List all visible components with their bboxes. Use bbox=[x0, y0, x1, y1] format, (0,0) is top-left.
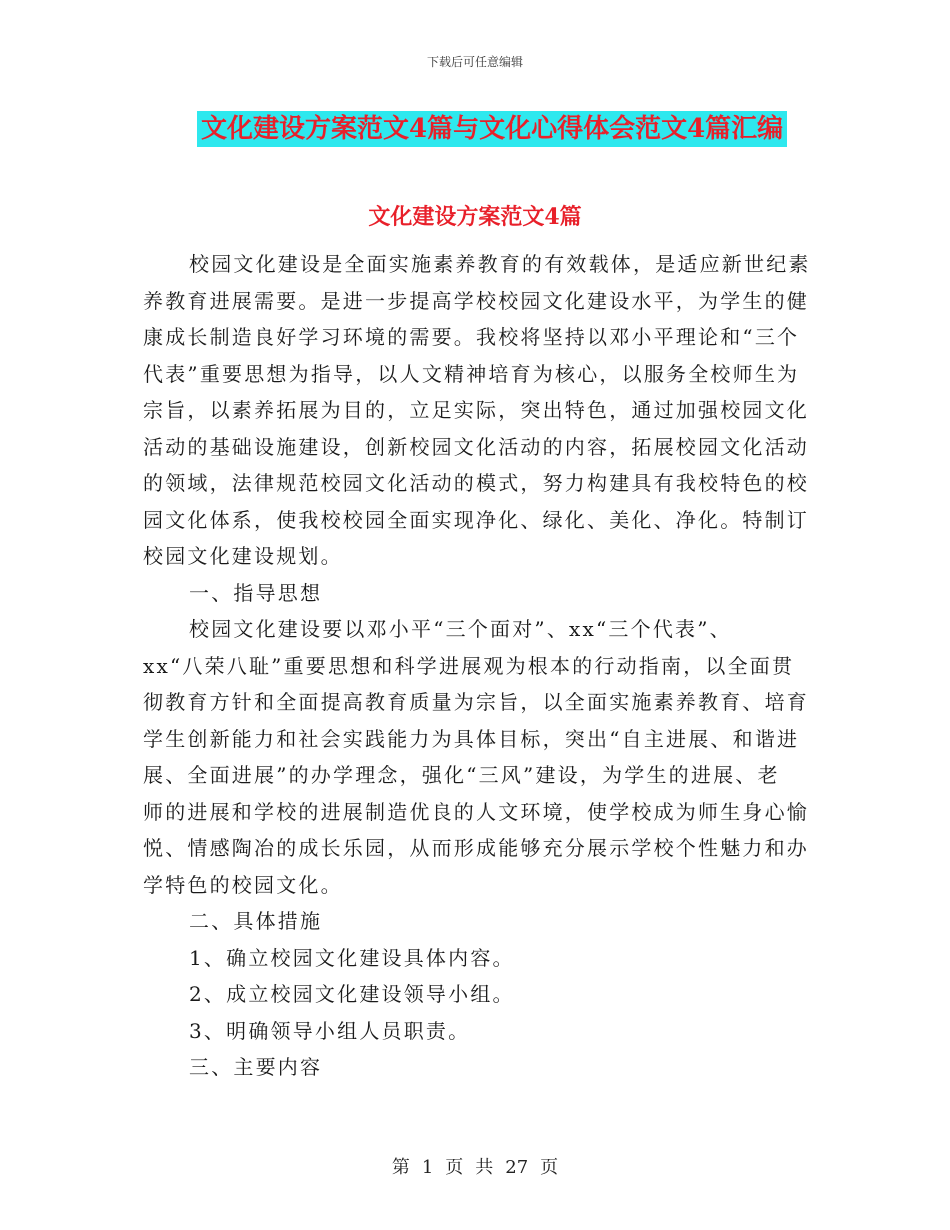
paragraph-line: 园文化体系，使我校校园全面实现净化、绿化、美化、净化。特制订 bbox=[143, 507, 809, 532]
footer-prefix: 第 bbox=[391, 1157, 410, 1178]
document-body bbox=[143, 246, 811, 1086]
heading-specific-measures: 二、具体措施 bbox=[189, 909, 323, 933]
paragraph-line: 活动的基础设施建设，创新校园文化活动的内容，拓展校园文化活动 bbox=[143, 434, 809, 459]
paragraph-line: 宗旨，以素养拓展为目的，立足实际，突出特色，通过加强校园文化 bbox=[143, 398, 809, 422]
paragraph-line: 康成长制造良好学习环境的需要。我校将坚持以邓小平理论和“三个 bbox=[143, 325, 800, 349]
section-title: 文化建设方案范文4篇 bbox=[368, 204, 582, 230]
list-item: 1、确立校园文化建设具体内容。 bbox=[189, 945, 515, 970]
paragraph-line: 校园文化建设要以邓小平“三个面对”、xx“三个代表”、 bbox=[189, 617, 732, 641]
heading-guiding-thought: 一、指导思想 bbox=[189, 580, 323, 605]
total-pages: 27 bbox=[505, 1157, 529, 1178]
paragraph-line: 的领域，法律规范校园文化活动的模式，努力构建具有我校特色的校 bbox=[143, 471, 809, 495]
document-title: 文化建设方案范文4篇与文化心得体会范文4篇汇编 bbox=[197, 111, 787, 147]
list-item: 2、成立校园文化建设领导小组。 bbox=[189, 982, 515, 1006]
paragraph-line: 展、全面进展”的办学理念，强化“三风”建设，为学生的进展、老 bbox=[143, 763, 780, 787]
list-item: 3、明确领导小组人员职责。 bbox=[189, 1018, 471, 1043]
footer-total-unit: 页 bbox=[540, 1157, 559, 1178]
header-note: 下载后可任意编辑 bbox=[426, 55, 523, 69]
paragraph-line: 师的进展和学校的进展制造优良的人文环境，使学校成为师生身心愉 bbox=[143, 799, 809, 824]
page-number: 1 bbox=[421, 1157, 434, 1178]
paragraph-line: 校园文化建设是全面实施素养教育的有效载体，是适应新世纪素 bbox=[189, 252, 811, 276]
paragraph-line: 悦、情感陶冶的成长乐园，从而形成能够充分展示学校个性魅力和办 bbox=[143, 836, 809, 860]
paragraph-line: 养教育进展需要。是进一步提高学校校园文化建设水平，为学生的健 bbox=[143, 288, 809, 313]
paragraph-line: xx“八荣八耻”重要思想和科学进展观为根本的行动指南，以全面贯 bbox=[143, 653, 795, 678]
page-footer bbox=[0, 1153, 950, 1179]
paragraph-line: 学生创新能力和社会实践能力为具体目标，突出“自主进展、和谐进 bbox=[143, 726, 800, 751]
heading-main-content: 三、主要内容 bbox=[189, 1055, 323, 1079]
paragraph-line: 代表”重要思想为指导，以人文精神培育为核心，以服务全校师生为 bbox=[143, 361, 800, 386]
footer-page-unit: 页 bbox=[445, 1157, 464, 1178]
paragraph-line: 校园文化建设规划。 bbox=[143, 544, 343, 568]
paragraph-line: 彻教育方针和全面提高教育质量为宗旨，以全面实施素养教育、培育 bbox=[143, 690, 809, 714]
footer-total-prefix: 共 bbox=[475, 1157, 494, 1178]
paragraph-line: 学特色的校园文化。 bbox=[143, 872, 343, 897]
